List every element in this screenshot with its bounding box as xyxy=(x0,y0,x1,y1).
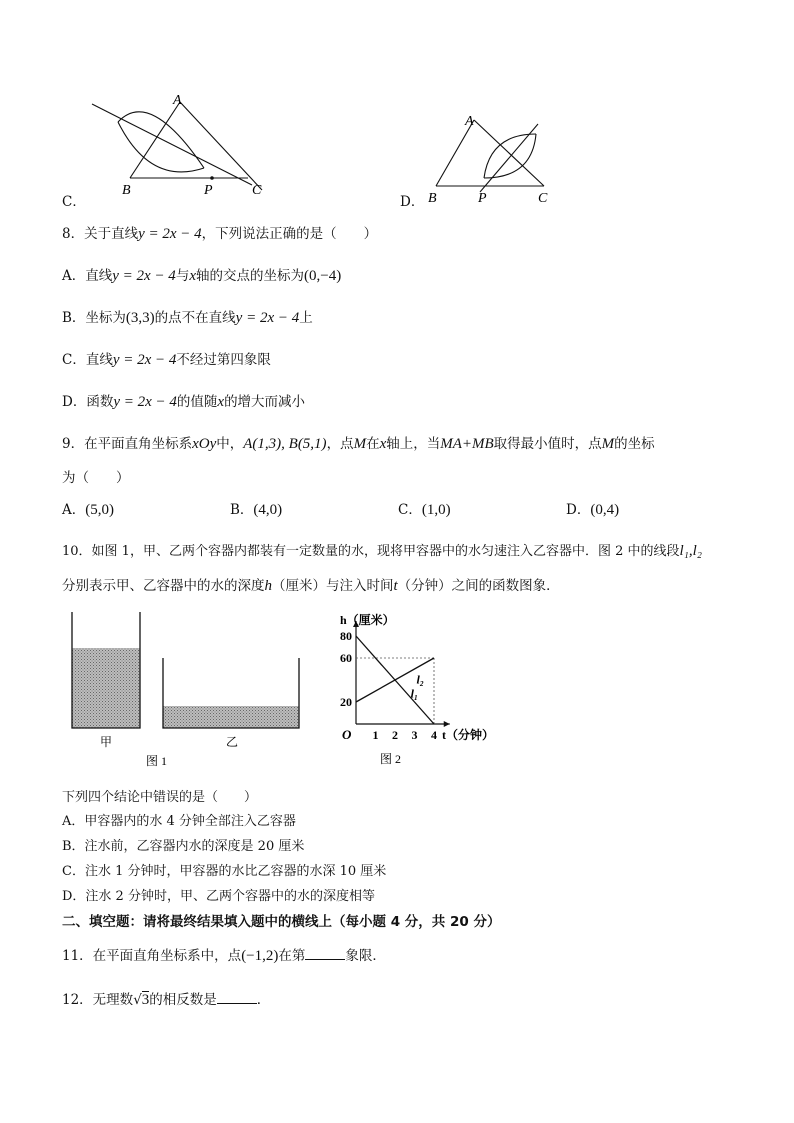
q9-xoy: xOy xyxy=(192,436,217,452)
series-label-l1: l₁ xyxy=(410,686,419,701)
q8-option-b[interactable] xyxy=(62,306,313,327)
q8-stem-post: ，下列说法正确的是（ ） xyxy=(201,226,378,242)
x-axis-arrow xyxy=(444,721,450,727)
q9-mid3: 在 xyxy=(366,436,380,452)
q8-d-eq: y = 2x − 4 xyxy=(113,394,177,410)
q9-option-c[interactable] xyxy=(398,498,451,519)
q9-d-label: D． xyxy=(566,502,591,518)
q8-option-d[interactable] xyxy=(62,390,305,411)
q8-a-point: (0,−4) xyxy=(303,268,342,284)
q9-mid4: 轴上，当 xyxy=(386,436,441,452)
label-B: B xyxy=(428,191,437,206)
q10-option-c[interactable]: C．注水 1 分钟时，甲容器的水比乙容器的水深 10 厘米 xyxy=(62,864,387,879)
q10-line2-pre: 分别表示甲、乙容器中的水的深度 xyxy=(62,578,265,594)
q9-mid2: ，点 xyxy=(326,436,354,452)
q11-point: (−1,2) xyxy=(241,948,279,964)
q9-a-value: (5,0) xyxy=(85,502,114,518)
q10-t: t xyxy=(393,578,398,594)
q11-post: 象限． xyxy=(345,948,386,964)
q10-h: h xyxy=(264,578,272,594)
q8-option-a[interactable] xyxy=(62,264,341,285)
label-B: B xyxy=(122,183,131,198)
q11 xyxy=(62,944,386,965)
section2-heading: 二、填空题：请将最终结果填入题中的横线上（每小题 4 分，共 20 分） xyxy=(62,914,501,930)
q10-option-d[interactable]: D．注水 2 分钟时，甲、乙两个容器中的水的深度相等 xyxy=(62,889,375,904)
q11-mid: 在第 xyxy=(278,948,306,964)
y-tick-label: 80 xyxy=(340,629,352,643)
q8-a-x: x xyxy=(189,268,196,284)
q8-b-pre: B．坐标为 xyxy=(62,310,126,326)
x-tick-label: 4 xyxy=(431,728,437,742)
q9-stem-line1 xyxy=(62,432,655,453)
series-label-l2: l₂ xyxy=(416,672,424,687)
q12-radicand: 3 xyxy=(141,992,150,1008)
q8-b-mid: 的点不在直线 xyxy=(154,310,236,326)
q7-option-c-label: C． xyxy=(62,194,86,210)
label-yi: 乙 xyxy=(226,735,239,749)
label-P: P xyxy=(478,191,487,206)
q10-option-b[interactable]: B．注水前，乙容器内水的深度是 20 厘米 xyxy=(62,839,305,854)
q12-post: 的相反数是 xyxy=(149,992,217,1008)
q12-pre: 12．无理数 xyxy=(62,992,134,1008)
q11-pre: 11．在平面直角坐标系中，点 xyxy=(62,948,242,964)
caption-fig1: 图 1 xyxy=(146,754,168,768)
label-C: C xyxy=(538,191,548,206)
label-A: A xyxy=(173,93,182,108)
q8-equation: y = 2x − 4 xyxy=(138,226,202,242)
label-P: P xyxy=(204,183,213,198)
q9-a-label: A． xyxy=(62,502,86,518)
q10-question: 下列四个结论中错误的是（ ） xyxy=(62,790,258,805)
origin-label: O xyxy=(342,727,352,742)
sqrt-symbol: √ xyxy=(133,992,142,1008)
q9-b-value: (4,0) xyxy=(253,502,283,518)
q9-option-b[interactable] xyxy=(230,498,282,519)
q12-answer-blank[interactable] xyxy=(217,989,257,1004)
q8-option-c[interactable] xyxy=(62,348,271,369)
x-tick-label: 1 xyxy=(372,728,379,742)
q8-d-post: 的增大而减小 xyxy=(224,394,306,410)
q10-stem-line1 xyxy=(62,540,702,560)
x-tick-label: 3 xyxy=(411,728,418,742)
q10-stem-line2 xyxy=(62,574,560,595)
q10-line2-mid: （厘米）与注入时间 xyxy=(272,578,394,594)
q8-c-post: 不经过第四象限 xyxy=(176,352,271,368)
q10-option-a[interactable]: A．甲容器内的水 4 分钟全部注入乙容器 xyxy=(62,814,296,829)
q9-c-value: (1,0) xyxy=(421,502,451,518)
q8-b-post: 上 xyxy=(299,310,313,326)
q10-line2-post: （分钟）之间的函数图象． xyxy=(397,578,560,594)
q8-a-mid: 与 xyxy=(175,268,190,284)
q9-d-value: (0,4) xyxy=(590,502,620,518)
q9-points: A(1,3), B(5,1) xyxy=(243,436,327,452)
q9-c-label: C． xyxy=(398,502,422,518)
q12-end: ． xyxy=(256,992,271,1008)
x-tick-label: 2 xyxy=(392,728,398,742)
q8-a-eq: y = 2x − 4 xyxy=(112,268,176,284)
y-tick-label: 20 xyxy=(340,695,352,709)
label-C: C xyxy=(252,183,262,198)
q7-figure-d xyxy=(420,112,560,207)
y-axis-label: h（厘米） xyxy=(340,613,395,627)
q9-b-label: B． xyxy=(230,502,254,518)
q9-m2: M xyxy=(601,436,615,452)
y-tick-label: 60 xyxy=(340,651,352,665)
q8-d-mid: 的值随 xyxy=(176,394,218,410)
q10-figure-2-chart xyxy=(330,612,500,772)
q9-expr: MA+MB xyxy=(440,436,494,452)
caption-fig2: 图 2 xyxy=(380,752,402,766)
q8-a-pre: A．直线 xyxy=(62,268,113,284)
q7-figure-c xyxy=(80,90,290,205)
q9-stem-line2: 为（ ） xyxy=(62,470,130,486)
container-jia-water xyxy=(72,648,140,728)
q8-a-mid2: 轴的交点的坐标为 xyxy=(195,268,304,284)
q12 xyxy=(62,988,270,1009)
q7-option-d-label: D． xyxy=(400,194,425,210)
q8-d-pre: D．函数 xyxy=(62,394,114,410)
q8-d-x: x xyxy=(217,394,225,410)
q10-segments: l₁,l₂ xyxy=(679,543,702,559)
q9-option-a[interactable] xyxy=(62,498,114,519)
q8-b-point: (3,3) xyxy=(125,310,155,326)
q9-post: 的坐标 xyxy=(614,436,655,452)
label-A: A xyxy=(465,114,474,129)
q10-figure-1 xyxy=(60,608,310,773)
q9-m1: M xyxy=(353,436,367,452)
q9-mid5: 取得最小值时，点 xyxy=(493,436,602,452)
container-yi-water xyxy=(163,706,299,728)
q8-c-eq: y = 2x − 4 xyxy=(112,352,177,368)
q8-stem xyxy=(62,222,377,243)
point-p-dot xyxy=(210,176,214,180)
q8-b-eq: y = 2x − 4 xyxy=(235,310,300,326)
q9-pre: 9．在平面直角坐标系 xyxy=(62,436,193,452)
q11-answer-blank[interactable] xyxy=(305,945,345,960)
x-axis-label: t（分钟） xyxy=(442,728,494,742)
q10-line1-text: 10．如图 1，甲、乙两个容器内都装有一定数量的水，现将甲容器中的水匀速注入乙容器中．图 2 中的线段 xyxy=(62,544,680,559)
q8-c-pre: C．直线 xyxy=(62,352,113,368)
label-jia: 甲 xyxy=(100,735,113,749)
q9-option-d[interactable] xyxy=(566,498,619,519)
q9-x1: x xyxy=(379,436,387,452)
q9-mid: 中， xyxy=(216,436,244,452)
q8-stem-pre: 8．关于直线 xyxy=(62,226,139,242)
